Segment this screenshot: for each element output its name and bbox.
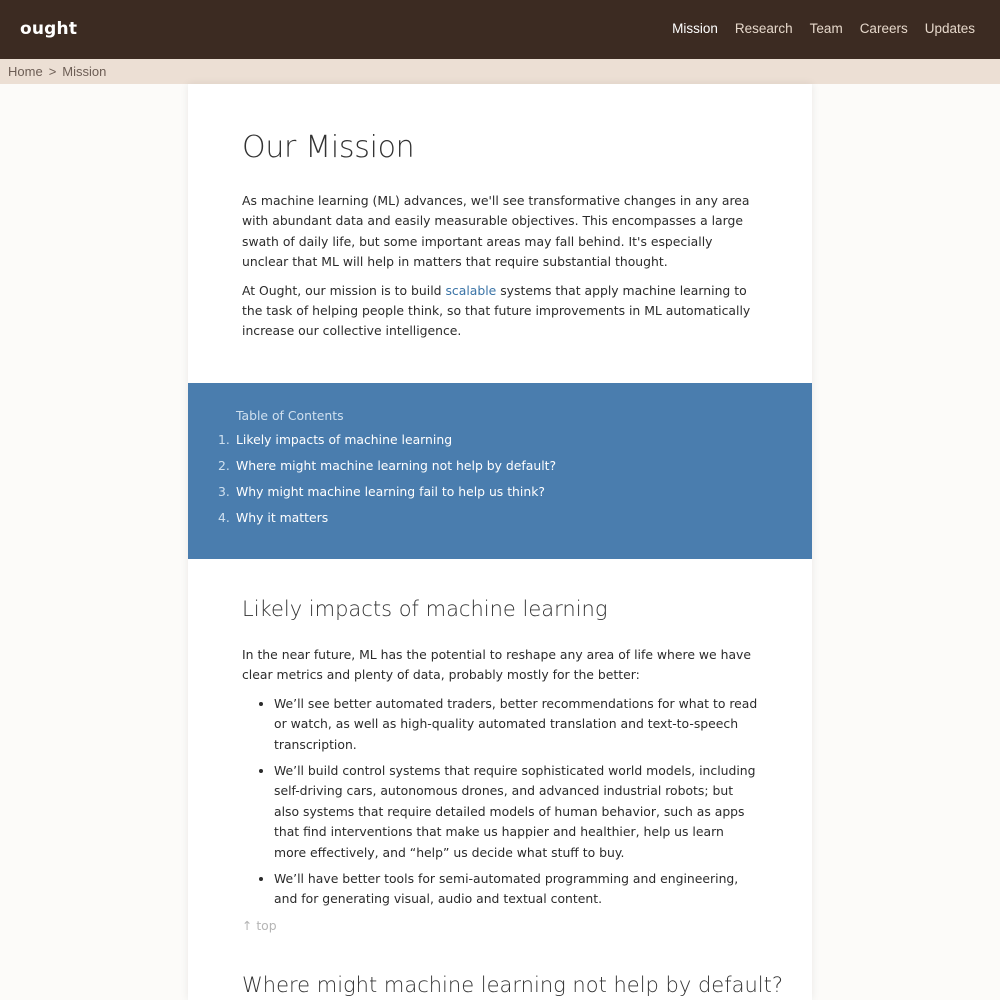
toc-list bbox=[218, 432, 557, 536]
intro-paragraph-2 bbox=[242, 281, 758, 342]
toc-number: 4. bbox=[218, 510, 230, 525]
toc-item bbox=[218, 458, 557, 484]
breadcrumb-current: Mission bbox=[62, 64, 107, 79]
table-of-contents bbox=[188, 383, 812, 559]
scalable-link[interactable]: scalable bbox=[445, 282, 497, 298]
intro-p2-after: systems that apply machine learning to the task of helping people think, so that future improvements in ML automatically increase our collective intelligence. bbox=[242, 282, 751, 339]
intro-paragraph-1: As machine learning (ML) advances, we'll see transformative changes in any area with abundant data and easily measurable objectives. This encompasses a large swath of daily life, but some important areas may fall behind. It's especially unclear that ML will help in matters that require substantial thought. bbox=[242, 193, 750, 270]
intro-p2-before: At Ought, our mission is to build bbox=[242, 282, 446, 298]
toc-number: 3. bbox=[218, 484, 230, 499]
nav-mission[interactable]: Mission bbox=[672, 21, 718, 36]
toc-heading: Table of Contents bbox=[236, 408, 344, 423]
toc-item bbox=[218, 510, 556, 536]
section-likely-impacts-body bbox=[242, 645, 758, 916]
toc-number: 1. bbox=[218, 432, 230, 447]
breadcrumb-bar bbox=[0, 59, 1000, 84]
intro-section bbox=[242, 191, 758, 342]
impacts-list bbox=[242, 694, 758, 910]
toc-number: 2. bbox=[218, 458, 230, 473]
section-heading-likely-impacts: Likely impacts of machine learning bbox=[242, 597, 608, 621]
toc-item bbox=[218, 484, 556, 510]
main-nav bbox=[672, 21, 975, 36]
toc-link-not-help[interactable]: Where might machine learning not help by default? bbox=[236, 458, 557, 473]
breadcrumb bbox=[8, 64, 106, 79]
toc-link-likely-impacts[interactable]: Likely impacts of machine learning bbox=[236, 432, 453, 447]
toc-link-why-it-matters[interactable]: Why it matters bbox=[236, 510, 329, 525]
toc-item bbox=[218, 432, 556, 458]
list-item: • We’ll see better automated traders, better recommendations for what to read or watch, as well as high-quality automated translation and text-to-speech transcription. bbox=[274, 694, 758, 755]
breadcrumb-separator: > bbox=[48, 64, 57, 79]
nav-team[interactable]: Team bbox=[809, 21, 843, 36]
section-lead-paragraph: In the near future, ML has the potential to reshape any area of life where we have clear metrics and plenty of data, probably mostly for the better: bbox=[242, 647, 751, 683]
toc-link-fail-to-help[interactable]: Why might machine learning fail to help us think? bbox=[236, 484, 545, 499]
section-heading-not-help: Where might machine learning not help by default? bbox=[242, 973, 784, 997]
nav-careers[interactable]: Careers bbox=[859, 21, 908, 36]
nav-updates[interactable]: Updates bbox=[924, 21, 975, 36]
content-card bbox=[188, 84, 812, 1000]
list-item: • We’ll have better tools for semi-automated programming and engineering, and for generating visual, audio and textual content. bbox=[274, 869, 758, 910]
nav-research[interactable]: Research bbox=[734, 21, 793, 36]
breadcrumb-home[interactable]: Home bbox=[8, 64, 43, 79]
list-item: • We’ll build control systems that require sophisticated world models, including self-driving cars, autonomous drones, and advanced industrial robots; but also systems that require detailed models of human behavior, such as apps that find interventions that make us happier and healthier, help us learn more effectively, and “help” us decide what stuff to buy. bbox=[274, 761, 758, 863]
back-to-top-link[interactable]: ↑ top bbox=[242, 918, 277, 933]
top-navigation-bar bbox=[0, 0, 1000, 59]
page-title: Our Mission bbox=[242, 130, 415, 165]
site-logo[interactable]: ought bbox=[20, 19, 78, 39]
